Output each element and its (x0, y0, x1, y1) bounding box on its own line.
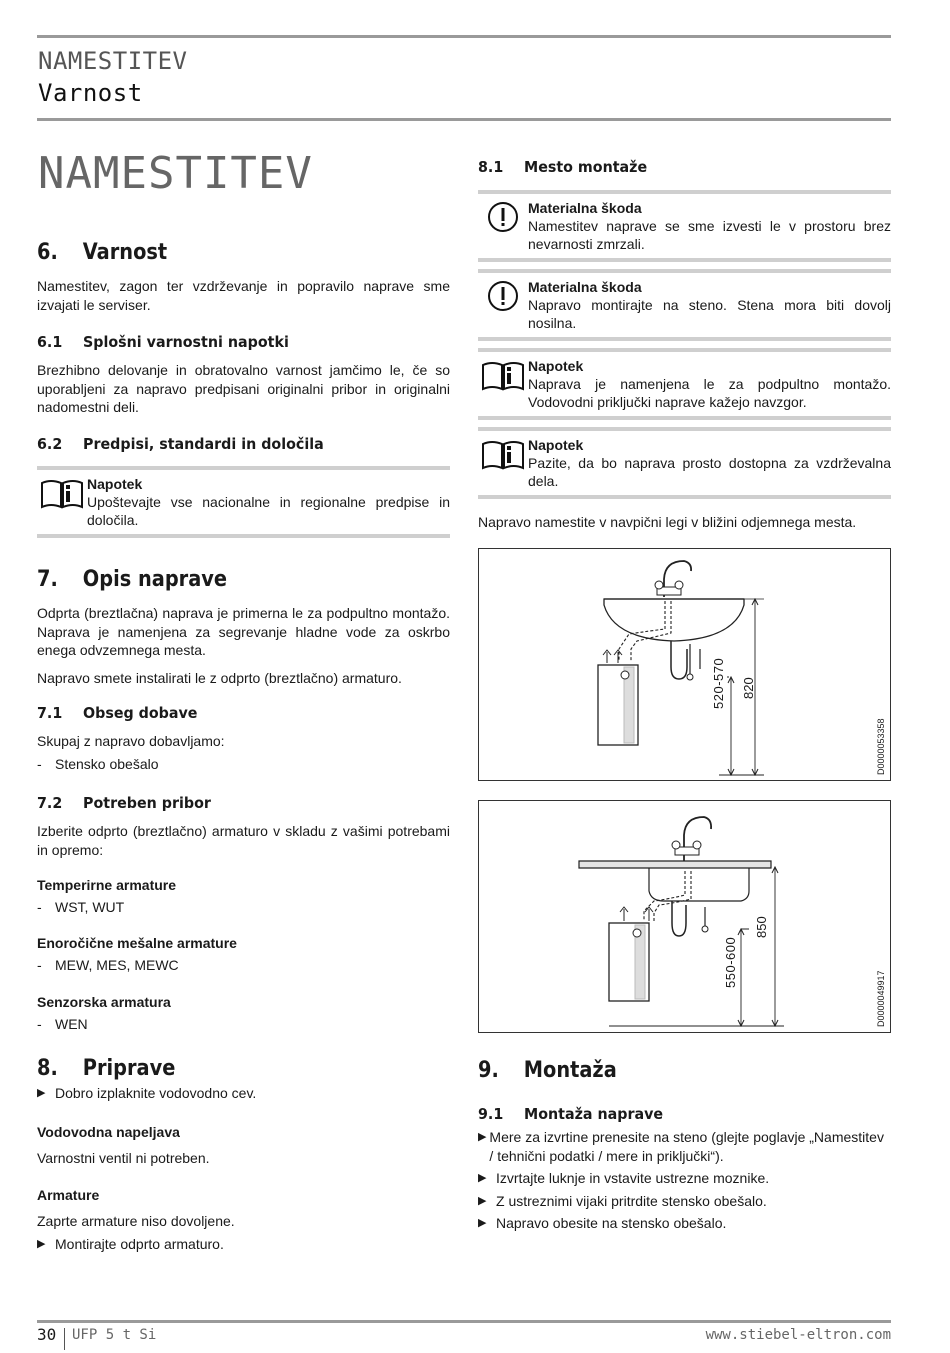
footer-model: UFP 5 t Si (72, 1327, 157, 1343)
note-text: Upoštevajte vse nacionalne in regionalne predpise in določila. (87, 494, 450, 528)
section-number: 8.1 (478, 158, 504, 176)
section-title: Priprave (82, 1056, 176, 1081)
section-8 (37, 1056, 450, 1103)
group-label: Armature (37, 1187, 100, 1203)
page-title: NAMESTITEV (38, 148, 313, 199)
countertop-diagram (479, 801, 890, 1032)
group-label: Temperirne armature (37, 877, 177, 893)
warning-title: Materialna škoda (528, 279, 642, 295)
water-supply (37, 1124, 450, 1168)
section-title: Potreben pribor (83, 794, 211, 812)
section-number: 7.1 (37, 704, 63, 722)
step-item: ▶ Montirajte odprto armaturo. (37, 1235, 224, 1252)
paragraph: Zaprte armature niso dovoljene. (37, 1213, 235, 1229)
section-9-1 (478, 1105, 891, 1233)
list-item: - WST, WUT (37, 899, 125, 915)
triangle-right-icon: ▶ (478, 1217, 487, 1229)
triangle-right-icon: ▶ (478, 1194, 487, 1207)
header-subsection: Varnost (38, 79, 143, 107)
dimension-label: 820 (741, 677, 756, 699)
section-6 (37, 240, 450, 314)
accessory-group (37, 994, 450, 1034)
dimension-label: 520-570 (711, 657, 726, 709)
dimension-label: 850 (754, 916, 769, 938)
figure-code: D0000053358 (876, 718, 886, 775)
section-number: 9. (478, 1058, 499, 1083)
step-item: ▶ Napravo obesite na stensko obešalo. (478, 1215, 727, 1231)
note-box (478, 427, 891, 499)
footer-url[interactable]: www.stiebel-eltron.com (705, 1327, 891, 1343)
group-label: Enoročične mešalne armature (37, 935, 237, 951)
paragraph: Napravo smete instalirati le z odprto (breztlačno) armaturo. (37, 669, 402, 686)
paragraph: Izberite odprto (breztlačno) armaturo v skladu z vašimi potrebami in opremo: (37, 823, 450, 858)
section-number: 7.2 (37, 794, 63, 812)
step-item: ▶ Izvrtajte luknje in vstavite ustrezne moznike. (478, 1170, 770, 1186)
step-item: ▶ Mere za izvrtine prenesite na steno (glejte poglavje „Namestitev / tehnični podatki / mere in priključki“). (478, 1129, 884, 1164)
page-number: 30 (37, 1325, 57, 1344)
header-rule-bottom (37, 118, 891, 121)
figure-code: D0000049917 (876, 970, 886, 1027)
exclamation-circle-icon (478, 278, 528, 332)
fittings (37, 1187, 450, 1253)
paragraph: Odprta (breztlačna) naprava je primerna le za podpultno montažo. Naprava je namenjena za segrevanje hladne vode za oskrbo enega odvzemnega mesta. (37, 605, 450, 658)
note-title: Napotek (528, 437, 584, 453)
note-title: Napotek (87, 476, 143, 492)
footer-rule (37, 1320, 891, 1323)
header-section: NAMESTITEV (38, 47, 188, 75)
info-book-icon (478, 357, 528, 411)
warning-text: Namestitev naprave se sme izvesti le v prostoru brez nevarnosti zmrzali. (528, 218, 891, 252)
step-item: ▶ Dobro izplaknite vodovodno cev. (37, 1085, 257, 1101)
info-book-icon (37, 475, 87, 529)
section-7 (37, 567, 450, 687)
list-item: - MEW, MES, MEWC (37, 957, 179, 973)
accessory-group (37, 935, 450, 975)
footer-divider (64, 1328, 65, 1350)
accessory-group (37, 877, 450, 917)
list-item: - Stensko obešalo (37, 755, 159, 772)
installation-figure-2 (478, 800, 891, 1033)
section-8-1 (478, 158, 891, 176)
section-title: Montaža (523, 1058, 617, 1083)
paragraph: Namestitev, zagon ter vzdrževanje in popravilo naprave sme izvajati le serviser. (37, 278, 450, 313)
header-rule-top (37, 35, 891, 38)
section-title: Obseg dobave (83, 704, 198, 722)
section-number: 8. (37, 1056, 58, 1081)
section-number: 6.2 (37, 435, 63, 453)
note-text: Pazite, da bo naprava prosto dostopna za vzdrževalna dela. (528, 455, 891, 489)
paragraph: Skupaj z napravo dobavljamo: (37, 733, 225, 749)
section-title: Montaža naprave (524, 1105, 664, 1123)
installation-figure-1 (478, 548, 891, 781)
section-number: 9.1 (478, 1105, 504, 1123)
group-label: Vodovodna napeljava (37, 1124, 180, 1140)
info-book-icon (478, 436, 528, 490)
list-item: - WEN (37, 1016, 88, 1032)
group-label: Senzorska armatura (37, 994, 171, 1010)
section-title: Splošni varnostni napotki (83, 333, 289, 351)
section-title: Mesto montaže (524, 158, 648, 176)
warning-title: Materialna škoda (528, 200, 642, 216)
triangle-right-icon: ▶ (37, 1237, 46, 1250)
warning-text: Napravo montirajte na steno. Stena mora biti dovolj nosilna. (528, 297, 891, 331)
step-item: ▶ Z ustreznimi vijaki pritrdite stensko obešalo. (478, 1192, 767, 1209)
undersink-diagram (479, 549, 890, 780)
section-6-2 (37, 435, 450, 453)
note-box (37, 466, 450, 538)
note-text: Naprava je namenjena le za podpultno montažo. Vodovodni priključki naprave kažejo navzgor. (528, 376, 891, 410)
section-6-1 (37, 333, 450, 417)
section-7-2 (37, 794, 450, 859)
triangle-right-icon: ▶ (37, 1087, 46, 1099)
section-9 (478, 1058, 891, 1083)
section-title: Predpisi, standardi in določila (83, 435, 324, 453)
section-7-1 (37, 704, 450, 773)
section-title: Opis naprave (82, 567, 228, 592)
warning-box (478, 190, 891, 262)
exclamation-circle-icon (478, 199, 528, 253)
triangle-right-icon: ▶ (478, 1172, 487, 1184)
note-title: Napotek (528, 358, 584, 374)
paragraph: Varnostni ventil ni potreben. (37, 1150, 210, 1166)
section-title: Varnost (82, 240, 168, 265)
section-number: 7. (37, 567, 58, 592)
placement-text: Napravo namestite v navpični legi v bližini odjemnega mesta. (478, 514, 857, 530)
section-number: 6. (37, 240, 58, 265)
warning-box (478, 269, 891, 341)
section-number: 6.1 (37, 333, 63, 351)
note-box (478, 348, 891, 420)
triangle-right-icon: ▶ (478, 1131, 487, 1143)
dimension-label: 550-600 (723, 936, 738, 988)
paragraph: Brezhibno delovanje in obratovalno varnost jamčimo le, če so uporabljeni za napravo predpisani originalni pribor in originalni nadomestni deli. (37, 362, 450, 415)
